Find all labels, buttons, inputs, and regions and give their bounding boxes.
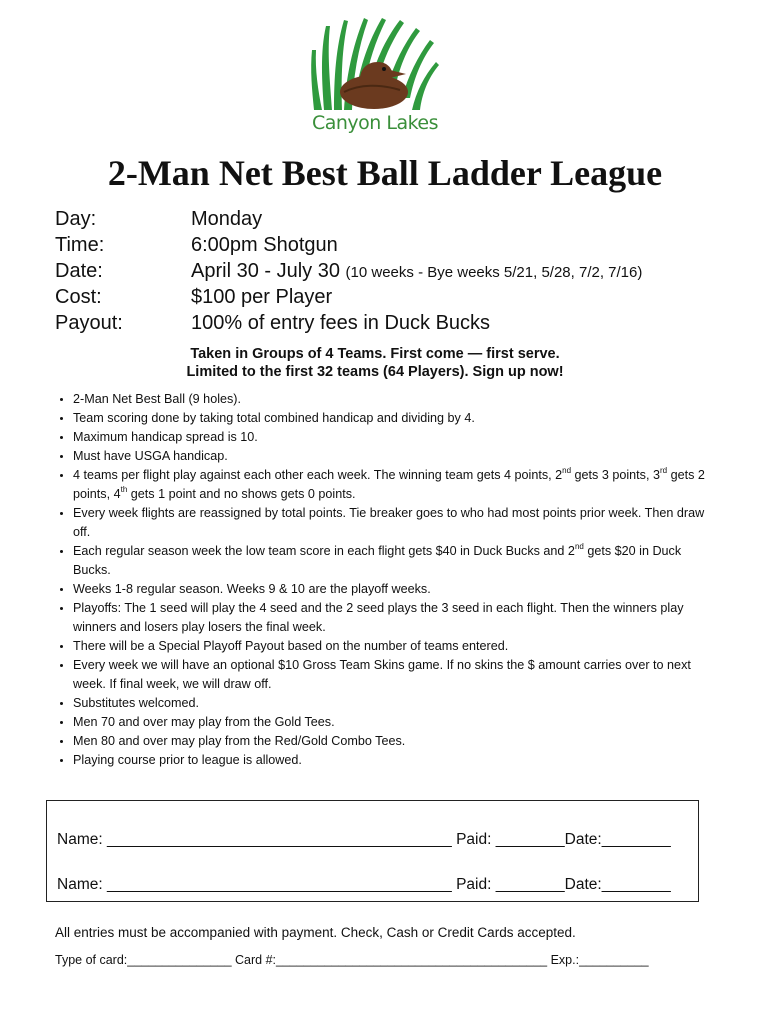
rule-text: Each regular season week the low team score in each flight gets $40 in Duck Bucks and 2 xyxy=(73,544,575,558)
bye-weeks-note: (10 weeks - Bye weeks 5/21, 5/28, 7/2, 7/16) xyxy=(345,264,643,281)
info-value: Monday xyxy=(191,208,263,230)
payment-note: All entries must be accompanied with payment. Check, Cash or Credit Cards accepted. xyxy=(55,925,576,940)
ordinal-suffix: th xyxy=(120,485,128,494)
rule-item: • Every week flights are reassigned by total points. Tie breaker goes to who had most points prior week. Then draw off. xyxy=(73,504,713,542)
page-title: 2-Man Net Best Ball Ladder League xyxy=(107,153,663,193)
rule-text: gets 2 points, 4 xyxy=(73,468,705,501)
date-range: April 30 - July 30 xyxy=(191,260,340,282)
rule-item: • Playoffs: The 1 seed will play the 4 seed and the 2 seed plays the 3 seed in each flight. Then the winners play winners and losers play losers the final week. xyxy=(73,599,713,637)
rule-item: • There will be a Special Playoff Payout based on the number of teams entered. xyxy=(73,637,713,656)
rule-item: • Men 70 and over may play from the Gold Tees. xyxy=(73,713,713,732)
info-value: $100 per Player xyxy=(191,286,333,308)
info-value xyxy=(191,260,642,283)
rule-text: gets 1 point and no shows gets 0 points. xyxy=(127,487,356,501)
canyon-lakes-logo xyxy=(300,12,450,140)
rule-item: • Every week we will have an optional $10 Gross Team Skins game. If no skins the $ amount carries over to next week. If final week, we will draw off. xyxy=(73,656,713,694)
card-info-line[interactable]: Type of card:_______________ Card #:_______________________________________ Exp.:__________ xyxy=(55,953,649,967)
info-label: Date: xyxy=(55,260,103,282)
registration-line-2[interactable]: Name: ________________________________________ Paid: ________Date:________ xyxy=(57,876,671,893)
notice-line-2: Limited to the first 32 teams (64 Players). Sign up now! xyxy=(186,364,564,380)
rules-list xyxy=(35,390,713,770)
info-label: Day: xyxy=(55,208,97,230)
duck-in-reeds-logo-icon xyxy=(300,12,450,112)
rule-item: • Team scoring done by taking total combined handicap and dividing by 4. xyxy=(73,409,713,428)
rule-text: gets 3 points, 3 xyxy=(571,468,660,482)
rule-text: gets $20 in Duck Bucks. xyxy=(73,544,682,577)
rule-item xyxy=(73,542,713,580)
rule-item: • Maximum handicap spread is 10. xyxy=(73,428,713,447)
registration-line-1[interactable]: Name: ________________________________________ Paid: ________Date:________ xyxy=(57,831,671,848)
ordinal-suffix: nd xyxy=(562,466,572,475)
rule-item: • Must have USGA handicap. xyxy=(73,447,713,466)
info-value: 6:00pm Shotgun xyxy=(191,234,338,256)
rule-item: • Men 80 and over may play from the Red/Gold Combo Tees. xyxy=(73,732,713,751)
rule-item: • Playing course prior to league is allowed. xyxy=(73,751,713,770)
rule-text: 4 teams per flight play against each other each week. The winning team gets 4 points, 2 xyxy=(73,468,563,482)
ordinal-suffix: nd xyxy=(574,542,584,551)
info-label: Cost: xyxy=(55,286,102,308)
info-value: 100% of entry fees in Duck Bucks xyxy=(191,312,491,334)
info-label: Payout: xyxy=(55,312,123,334)
logo-text: Canyon Lakes xyxy=(311,112,439,134)
rule-item: • Weeks 1-8 regular season. Weeks 9 & 10 are the playoff weeks. xyxy=(73,580,713,599)
rule-item: • Substitutes welcomed. xyxy=(73,694,713,713)
rule-item xyxy=(73,466,713,504)
registration-form-box xyxy=(46,800,699,902)
notice-line-1: Taken in Groups of 4 Teams. First come — first serve. xyxy=(190,346,560,362)
rule-item: • 2-Man Net Best Ball (9 holes). xyxy=(73,390,713,409)
info-label: Time: xyxy=(55,234,105,256)
ordinal-suffix: rd xyxy=(659,466,668,475)
